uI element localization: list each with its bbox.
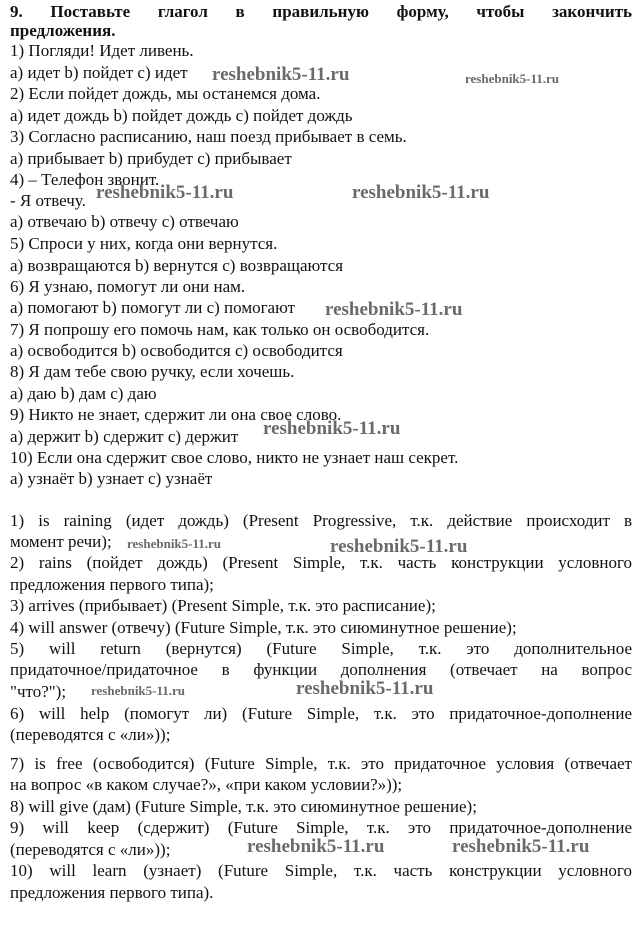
watermark: reshebnik5-11.ru bbox=[212, 64, 350, 85]
answer-line: "что?"); bbox=[10, 682, 67, 701]
exercise-line: a) помогают b) помогут ли c) помогают bbox=[10, 298, 295, 317]
exercise-line: 3) Согласно расписанию, наш поезд прибывает в семь. bbox=[10, 127, 407, 146]
exercise-line: a) освободится b) освободится c) освободится bbox=[10, 341, 343, 360]
answer-line: момент речи); bbox=[10, 532, 112, 551]
exercise-line: 8) Я дам тебе свою ручку, если хочешь. bbox=[10, 362, 295, 381]
exercise-line: 4) – Телефон звонит. bbox=[10, 170, 160, 189]
exercise-line: a) держит b) сдержит c) держит bbox=[10, 427, 239, 446]
exercise-line: 7) Я попрошу его помочь нам, как только он освободится. bbox=[10, 320, 430, 339]
answer-line: (переводятся с «ли»)); bbox=[10, 840, 171, 859]
answer-line: предложения первого типа); bbox=[10, 575, 214, 594]
exercise-line: a) отвечаю b) отвечу c) отвечаю bbox=[10, 212, 239, 231]
exercise-line: 10) Если она сдержит свое слово, никто не узнает наш секрет. bbox=[10, 448, 459, 467]
watermark: reshebnik5-11.ru bbox=[465, 71, 560, 86]
exercise-title: 9. Поставьте глагол в правильную форму, чтобы закончить bbox=[10, 2, 632, 21]
exercise-line: a) идет b) пойдет c) идет bbox=[10, 63, 188, 82]
watermark: reshebnik5-11.ru bbox=[330, 536, 468, 557]
watermark: reshebnik5-11.ru bbox=[263, 418, 401, 439]
watermark: reshebnik5-11.ru bbox=[325, 299, 463, 320]
answer-line: 1) is raining (идет дождь) (Present Progressive, т.к. действие происходит в bbox=[10, 511, 632, 530]
watermark: reshebnik5-11.ru bbox=[452, 836, 590, 857]
answer-line: 2) rains (пойдет дождь) (Present Simple, т.к. часть конструкции условного bbox=[10, 553, 632, 572]
answer-line: 4) will answer (отвечу) (Future Simple, т.к. это сиюминутное решение); bbox=[10, 618, 517, 637]
exercise-line: 6) Я узнаю, помогут ли они нам. bbox=[10, 277, 246, 296]
exercise-line: a) даю b) дам c) даю bbox=[10, 384, 157, 403]
answer-line: (переводятся с «ли»)); bbox=[10, 725, 171, 744]
watermark: reshebnik5-11.ru bbox=[296, 678, 434, 699]
answer-line: предложения первого типа). bbox=[10, 883, 214, 902]
exercise-line: - Я отвечу. bbox=[10, 191, 86, 210]
watermark: reshebnik5-11.ru bbox=[96, 182, 234, 203]
answer-line: 8) will give (дам) (Future Simple, т.к. это сиюминутное решение); bbox=[10, 797, 477, 816]
answer-line: придаточное/придаточное в функции дополнения (отвечает на вопрос bbox=[10, 660, 632, 679]
watermark: reshebnik5-11.ru bbox=[127, 536, 222, 551]
exercise-line: a) прибывает b) прибудет c) прибывает bbox=[10, 149, 292, 168]
watermark: reshebnik5-11.ru bbox=[247, 836, 385, 857]
exercise-line: a) идет дождь b) пойдет дождь c) пойдет дождь bbox=[10, 106, 353, 125]
exercise-line: 5) Спроси у них, когда они вернутся. bbox=[10, 234, 278, 253]
exercise-line: 2) Если пойдет дождь, мы останемся дома. bbox=[10, 84, 321, 103]
answer-line: 6) will help (помогут ли) (Future Simple, т.к. это придаточное-дополнение bbox=[10, 704, 632, 723]
answer-line: 7) is free (освободится) (Future Simple, т.к. это придаточное условия (отвечает bbox=[10, 754, 632, 773]
exercise-line: 1) Погляди! Идет ливень. bbox=[10, 41, 194, 60]
exercise-line: a) узнаёт b) узнает c) узнаёт bbox=[10, 469, 213, 488]
exercise-title-cont: предложения. bbox=[10, 21, 116, 40]
watermark: reshebnik5-11.ru bbox=[352, 182, 490, 203]
answer-line: 3) arrives (прибывает) (Present Simple, т.к. это расписание); bbox=[10, 596, 436, 615]
answer-line: 9) will keep (сдержит) (Future Simple, т.к. это придаточное-дополнение bbox=[10, 818, 632, 837]
exercise-line: a) возвращаются b) вернутся c) возвращаются bbox=[10, 256, 344, 275]
answer-line: 5) will return (вернутся) (Future Simple, т.к. это дополнительное bbox=[10, 639, 632, 658]
exercise-line: 9) Никто не знает, сдержит ли она свое слово. bbox=[10, 405, 342, 424]
answer-line: 10) will learn (узнает) (Future Simple, т.к. часть конструкции условного bbox=[10, 861, 632, 880]
answer-line: на вопрос «в каком случае?», «при каком условии?»)); bbox=[10, 775, 403, 794]
watermark: reshebnik5-11.ru bbox=[91, 683, 186, 698]
